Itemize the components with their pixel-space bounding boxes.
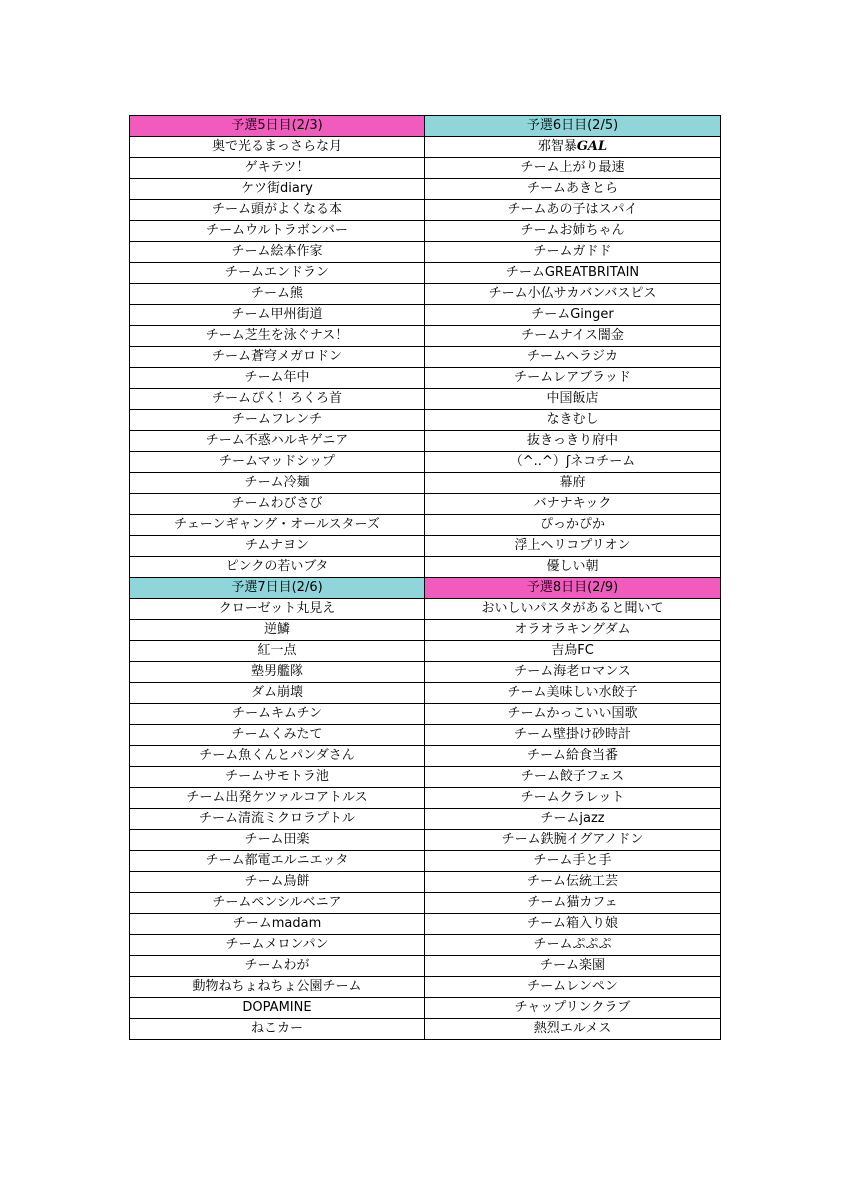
team-name-cell: 吉鳥FC <box>425 641 721 662</box>
team-row <box>130 452 721 473</box>
team-row <box>130 599 721 620</box>
team-row <box>130 410 721 431</box>
team-name-cell: チームあの子はスパイ <box>425 200 721 221</box>
team-table-body <box>130 116 721 1040</box>
team-name-cell: チームエンドラン <box>130 263 425 284</box>
team-row <box>130 704 721 725</box>
team-row <box>130 242 721 263</box>
team-name-cell: チームマッドシップ <box>130 452 425 473</box>
team-name-cell: チーム鉄腕イグアノドン <box>425 830 721 851</box>
team-name-cell: チームぷぷぷ <box>425 935 721 956</box>
team-name-cell: チームヘラジカ <box>425 347 721 368</box>
team-name-cell: チーム年中 <box>130 368 425 389</box>
team-name-cell: チームmadam <box>130 914 425 935</box>
team-name-cell: 奥で光るまっさらな月 <box>130 137 425 158</box>
team-name-cell: おいしいパスタがあると聞いて <box>425 599 721 620</box>
team-row <box>130 515 721 536</box>
team-row <box>130 809 721 830</box>
team-name-cell: バナナキック <box>425 494 721 515</box>
team-name-cell: チームメロンパン <box>130 935 425 956</box>
team-row <box>130 221 721 242</box>
team-name-cell: チームウルトラボンバー <box>130 221 425 242</box>
team-name-cell: チーム出発ケツァルコアトルス <box>130 788 425 809</box>
team-name-cell: チームかっこいい国歌 <box>425 704 721 725</box>
team-name-cell: チームGREATBRITAIN <box>425 263 721 284</box>
team-name-cell: チームペンシルベニア <box>130 893 425 914</box>
team-name-cell: ゲキテツ！ <box>130 158 425 179</box>
team-row <box>130 935 721 956</box>
team-name-cell: 塾男艦隊 <box>130 662 425 683</box>
team-list-sheet <box>129 115 719 1040</box>
team-row <box>130 200 721 221</box>
team-row <box>130 137 721 158</box>
team-name-cell: チーム伝統工芸 <box>425 872 721 893</box>
team-name-cell: チーム海老ロマンス <box>425 662 721 683</box>
team-name-cell <box>425 137 721 158</box>
team-name-cell: チームくみたて <box>130 725 425 746</box>
team-row <box>130 536 721 557</box>
team-name-cell: なきむし <box>425 410 721 431</box>
day-header: 予選8日目(2/9) <box>425 578 721 599</box>
team-row <box>130 494 721 515</box>
team-name-cell: チーム絵本作家 <box>130 242 425 263</box>
team-name-cell: チーム小仏サカバンバスピス <box>425 284 721 305</box>
team-name-cell: 逆鱗 <box>130 620 425 641</box>
team-name-cell: チーム給食当番 <box>425 746 721 767</box>
team-name-cell: 幕府 <box>425 473 721 494</box>
team-row <box>130 830 721 851</box>
team-name-cell: チーム芝生を泳ぐナス！ <box>130 326 425 347</box>
team-name-cell: チームフレンチ <box>130 410 425 431</box>
team-name-cell: チーム楽園 <box>425 956 721 977</box>
team-name-text: 邪智暴 <box>537 139 577 154</box>
team-name-cell: チーム冷麺 <box>130 473 425 494</box>
team-name-cell: チーム清流ミクロラプトル <box>130 809 425 830</box>
team-name-cell: ねこカー <box>130 1019 425 1040</box>
team-name-cell: （^..^）ʃネコチーム <box>425 452 721 473</box>
day-header-row <box>130 578 721 599</box>
team-name-cell: チームレンペン <box>425 977 721 998</box>
team-name-cell: チームわが <box>130 956 425 977</box>
team-row <box>130 893 721 914</box>
team-row <box>130 998 721 1019</box>
team-row <box>130 326 721 347</box>
team-row <box>130 368 721 389</box>
team-table <box>129 115 721 1040</box>
team-name-cell: 紅一点 <box>130 641 425 662</box>
team-row <box>130 788 721 809</box>
team-name-cell: チームあきとら <box>425 179 721 200</box>
team-row <box>130 347 721 368</box>
team-name-cell: チムナヨン <box>130 536 425 557</box>
team-name-cell: 動物ねちょねちょ公園チーム <box>130 977 425 998</box>
team-name-cell: 中国飯店 <box>425 389 721 410</box>
team-row <box>130 872 721 893</box>
team-row <box>130 305 721 326</box>
team-name-cell: クローゼット丸見え <box>130 599 425 620</box>
team-name-cell: チームガドド <box>425 242 721 263</box>
team-name-cell: 抜きっきり府中 <box>425 431 721 452</box>
team-row <box>130 263 721 284</box>
team-row <box>130 284 721 305</box>
team-name-cell: チーム壁掛け砂時計 <box>425 725 721 746</box>
team-name-cell: ケツ街diary <box>130 179 425 200</box>
team-row <box>130 914 721 935</box>
team-name-cell: ピンクの若いブタ <box>130 557 425 578</box>
team-name-cell: 優しい朝 <box>425 557 721 578</box>
team-name-cell: ダム崩壊 <box>130 683 425 704</box>
day-header: 予選7日目(2/6) <box>130 578 425 599</box>
team-name-cell: 熱烈エルメス <box>425 1019 721 1040</box>
team-name-cell: チームキムチン <box>130 704 425 725</box>
team-name-cell: ぴっかぴか <box>425 515 721 536</box>
team-name-cell: チームクラレット <box>425 788 721 809</box>
team-row <box>130 746 721 767</box>
team-name-cell: チームjazz <box>425 809 721 830</box>
team-name-cell: チームサモトラ池 <box>130 767 425 788</box>
team-name-cell: チーム魚くんとパンダさん <box>130 746 425 767</box>
team-row <box>130 977 721 998</box>
team-name-stylized-text: GAL <box>576 139 608 154</box>
team-name-cell: チームレアブラッド <box>425 368 721 389</box>
team-name-cell: チーム田楽 <box>130 830 425 851</box>
team-row <box>130 158 721 179</box>
team-name-cell: チーム箱入り娘 <box>425 914 721 935</box>
team-name-cell: チームお姉ちゃん <box>425 221 721 242</box>
team-name-cell: DOPAMINE <box>130 998 425 1019</box>
team-row <box>130 641 721 662</box>
day-header: 予選6日目(2/5) <box>425 116 721 137</box>
team-name-cell: チーム猫カフェ <box>425 893 721 914</box>
team-name-cell: チャップリンクラブ <box>425 998 721 1019</box>
team-name-cell: チーム不惑ハルキゲニア <box>130 431 425 452</box>
team-name-cell: チームGinger <box>425 305 721 326</box>
team-name-cell: オラオラキングダム <box>425 620 721 641</box>
team-row <box>130 767 721 788</box>
team-row <box>130 725 721 746</box>
team-name-cell: チーム甲州街道 <box>130 305 425 326</box>
team-name-cell: チームナイス闇金 <box>425 326 721 347</box>
team-name-cell: チーム手と手 <box>425 851 721 872</box>
team-name-cell: チーム頭がよくなる本 <box>130 200 425 221</box>
day-header-row <box>130 116 721 137</box>
team-name-cell: チームわびさび <box>130 494 425 515</box>
team-name-cell: チームぴく！ろくろ首 <box>130 389 425 410</box>
team-name-cell: チーム蒼穹メガロドン <box>130 347 425 368</box>
team-row <box>130 851 721 872</box>
team-row <box>130 389 721 410</box>
team-row <box>130 431 721 452</box>
team-name-cell: チーム餃子フェス <box>425 767 721 788</box>
team-row <box>130 473 721 494</box>
team-row <box>130 179 721 200</box>
team-name-cell: チーム鳥餅 <box>130 872 425 893</box>
team-name-cell: チーム上がり最速 <box>425 158 721 179</box>
team-row <box>130 683 721 704</box>
team-row <box>130 557 721 578</box>
team-row <box>130 1019 721 1040</box>
day-header: 予選5日目(2/3) <box>130 116 425 137</box>
team-name-cell: 浮上ヘリコプリオン <box>425 536 721 557</box>
team-name-cell: チーム熊 <box>130 284 425 305</box>
team-row <box>130 620 721 641</box>
team-row <box>130 662 721 683</box>
team-name-cell: チーム美味しい水餃子 <box>425 683 721 704</box>
team-name-cell: チーム都電エルニエッタ <box>130 851 425 872</box>
team-row <box>130 956 721 977</box>
team-name-cell: チェーンギャング・オールスターズ <box>130 515 425 536</box>
